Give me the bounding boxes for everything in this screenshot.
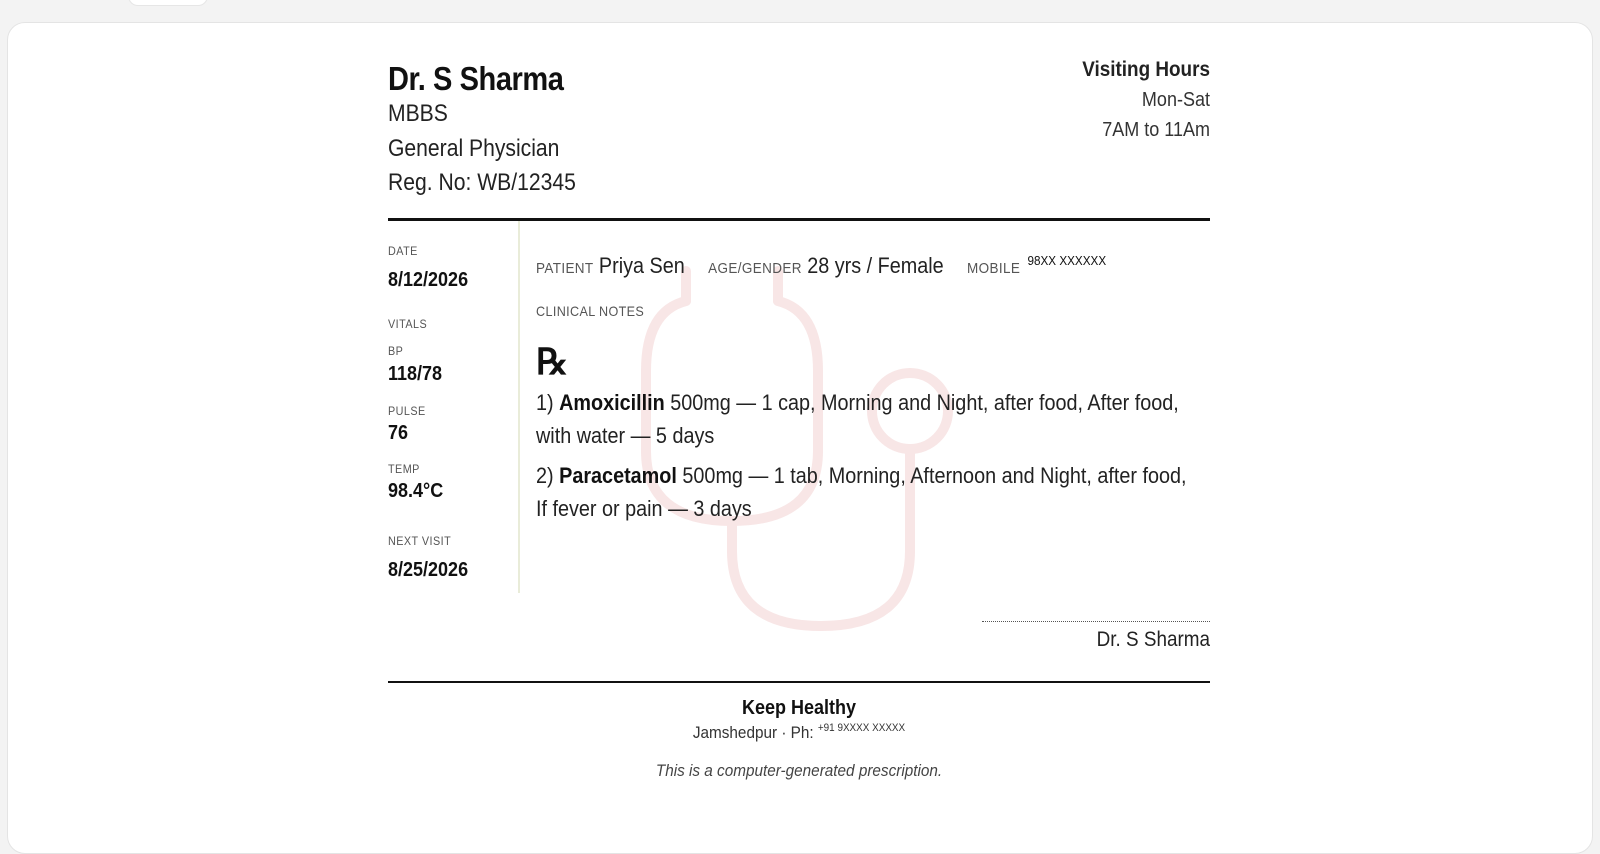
age-gender-label: AGE/GENDER [708, 260, 802, 277]
mobile-value: 98XX XXXXXX [1027, 253, 1107, 268]
clinical-notes-label: CLINICAL NOTES [536, 303, 645, 319]
doctor-specialty: General Physician [388, 135, 560, 162]
medication-item [536, 459, 1202, 525]
next-visit-value: 8/25/2026 [388, 559, 469, 581]
medication-name: Paracetamol [559, 463, 677, 488]
medication-number: 2) [536, 463, 554, 488]
footer-contact [429, 722, 1169, 743]
visiting-days: Mon-Sat [1141, 89, 1210, 111]
medication-name: Amoxicillin [559, 390, 665, 415]
visiting-hours [1068, 58, 1210, 142]
medication-item [536, 386, 1202, 452]
footer-note: This is a computer-generated prescription. [655, 761, 943, 780]
medication-number: 1) [536, 390, 554, 415]
doctor-name: Dr. S Sharma [388, 60, 564, 97]
signature-name: Dr. S Sharma [1096, 628, 1210, 651]
medication-details: 500mg — 1 cap, Morning and Night, after food, After food, with water — 5 days [536, 390, 1179, 448]
age-gender-value: 28 yrs / Female [807, 253, 944, 278]
prescription-footer [388, 681, 1210, 781]
next-visit-label: NEXT VISIT [388, 534, 452, 548]
prescription [388, 56, 1210, 780]
prescription-body [388, 221, 1210, 606]
temp-label: TEMP [388, 462, 420, 476]
temp-value: 98.4°C [388, 480, 444, 502]
prescription-header [388, 56, 1210, 221]
footer-title: Keep Healthy [741, 697, 857, 719]
pulse-value: 76 [388, 422, 409, 444]
doctor-degree: MBBS [388, 100, 448, 127]
medication-details: 500mg — 1 tab, Morning, Afternoon and Night, after food, If fever or pain — 3 days [536, 463, 1187, 521]
sidebar-info [388, 221, 520, 593]
bp-label: BP [388, 344, 404, 358]
doctor-reg-no: Reg. No: WB/12345 [388, 169, 576, 196]
signature-block [982, 621, 1210, 652]
prescription-main [536, 221, 1210, 593]
date-value: 8/12/2026 [388, 269, 469, 291]
date-label: DATE [388, 244, 418, 258]
pulse-label: PULSE [388, 404, 426, 418]
patient-name: Priya Sen [598, 253, 685, 278]
patient-line [536, 253, 1106, 279]
rx-symbol: ℞ [536, 341, 569, 383]
footer-location: Jamshedpur · Ph: [692, 723, 814, 742]
mobile-label: MOBILE [967, 260, 1021, 277]
vitals-label: VITALS [388, 317, 428, 331]
visiting-time: 7AM to 11Am [1102, 119, 1210, 141]
footer-phone: +91 9XXXX XXXXX [817, 722, 906, 734]
top-tab [128, 0, 208, 6]
patient-label: PATIENT [536, 260, 594, 277]
bp-value: 118/78 [388, 363, 443, 385]
visiting-hours-title: Visiting Hours [1082, 58, 1210, 81]
